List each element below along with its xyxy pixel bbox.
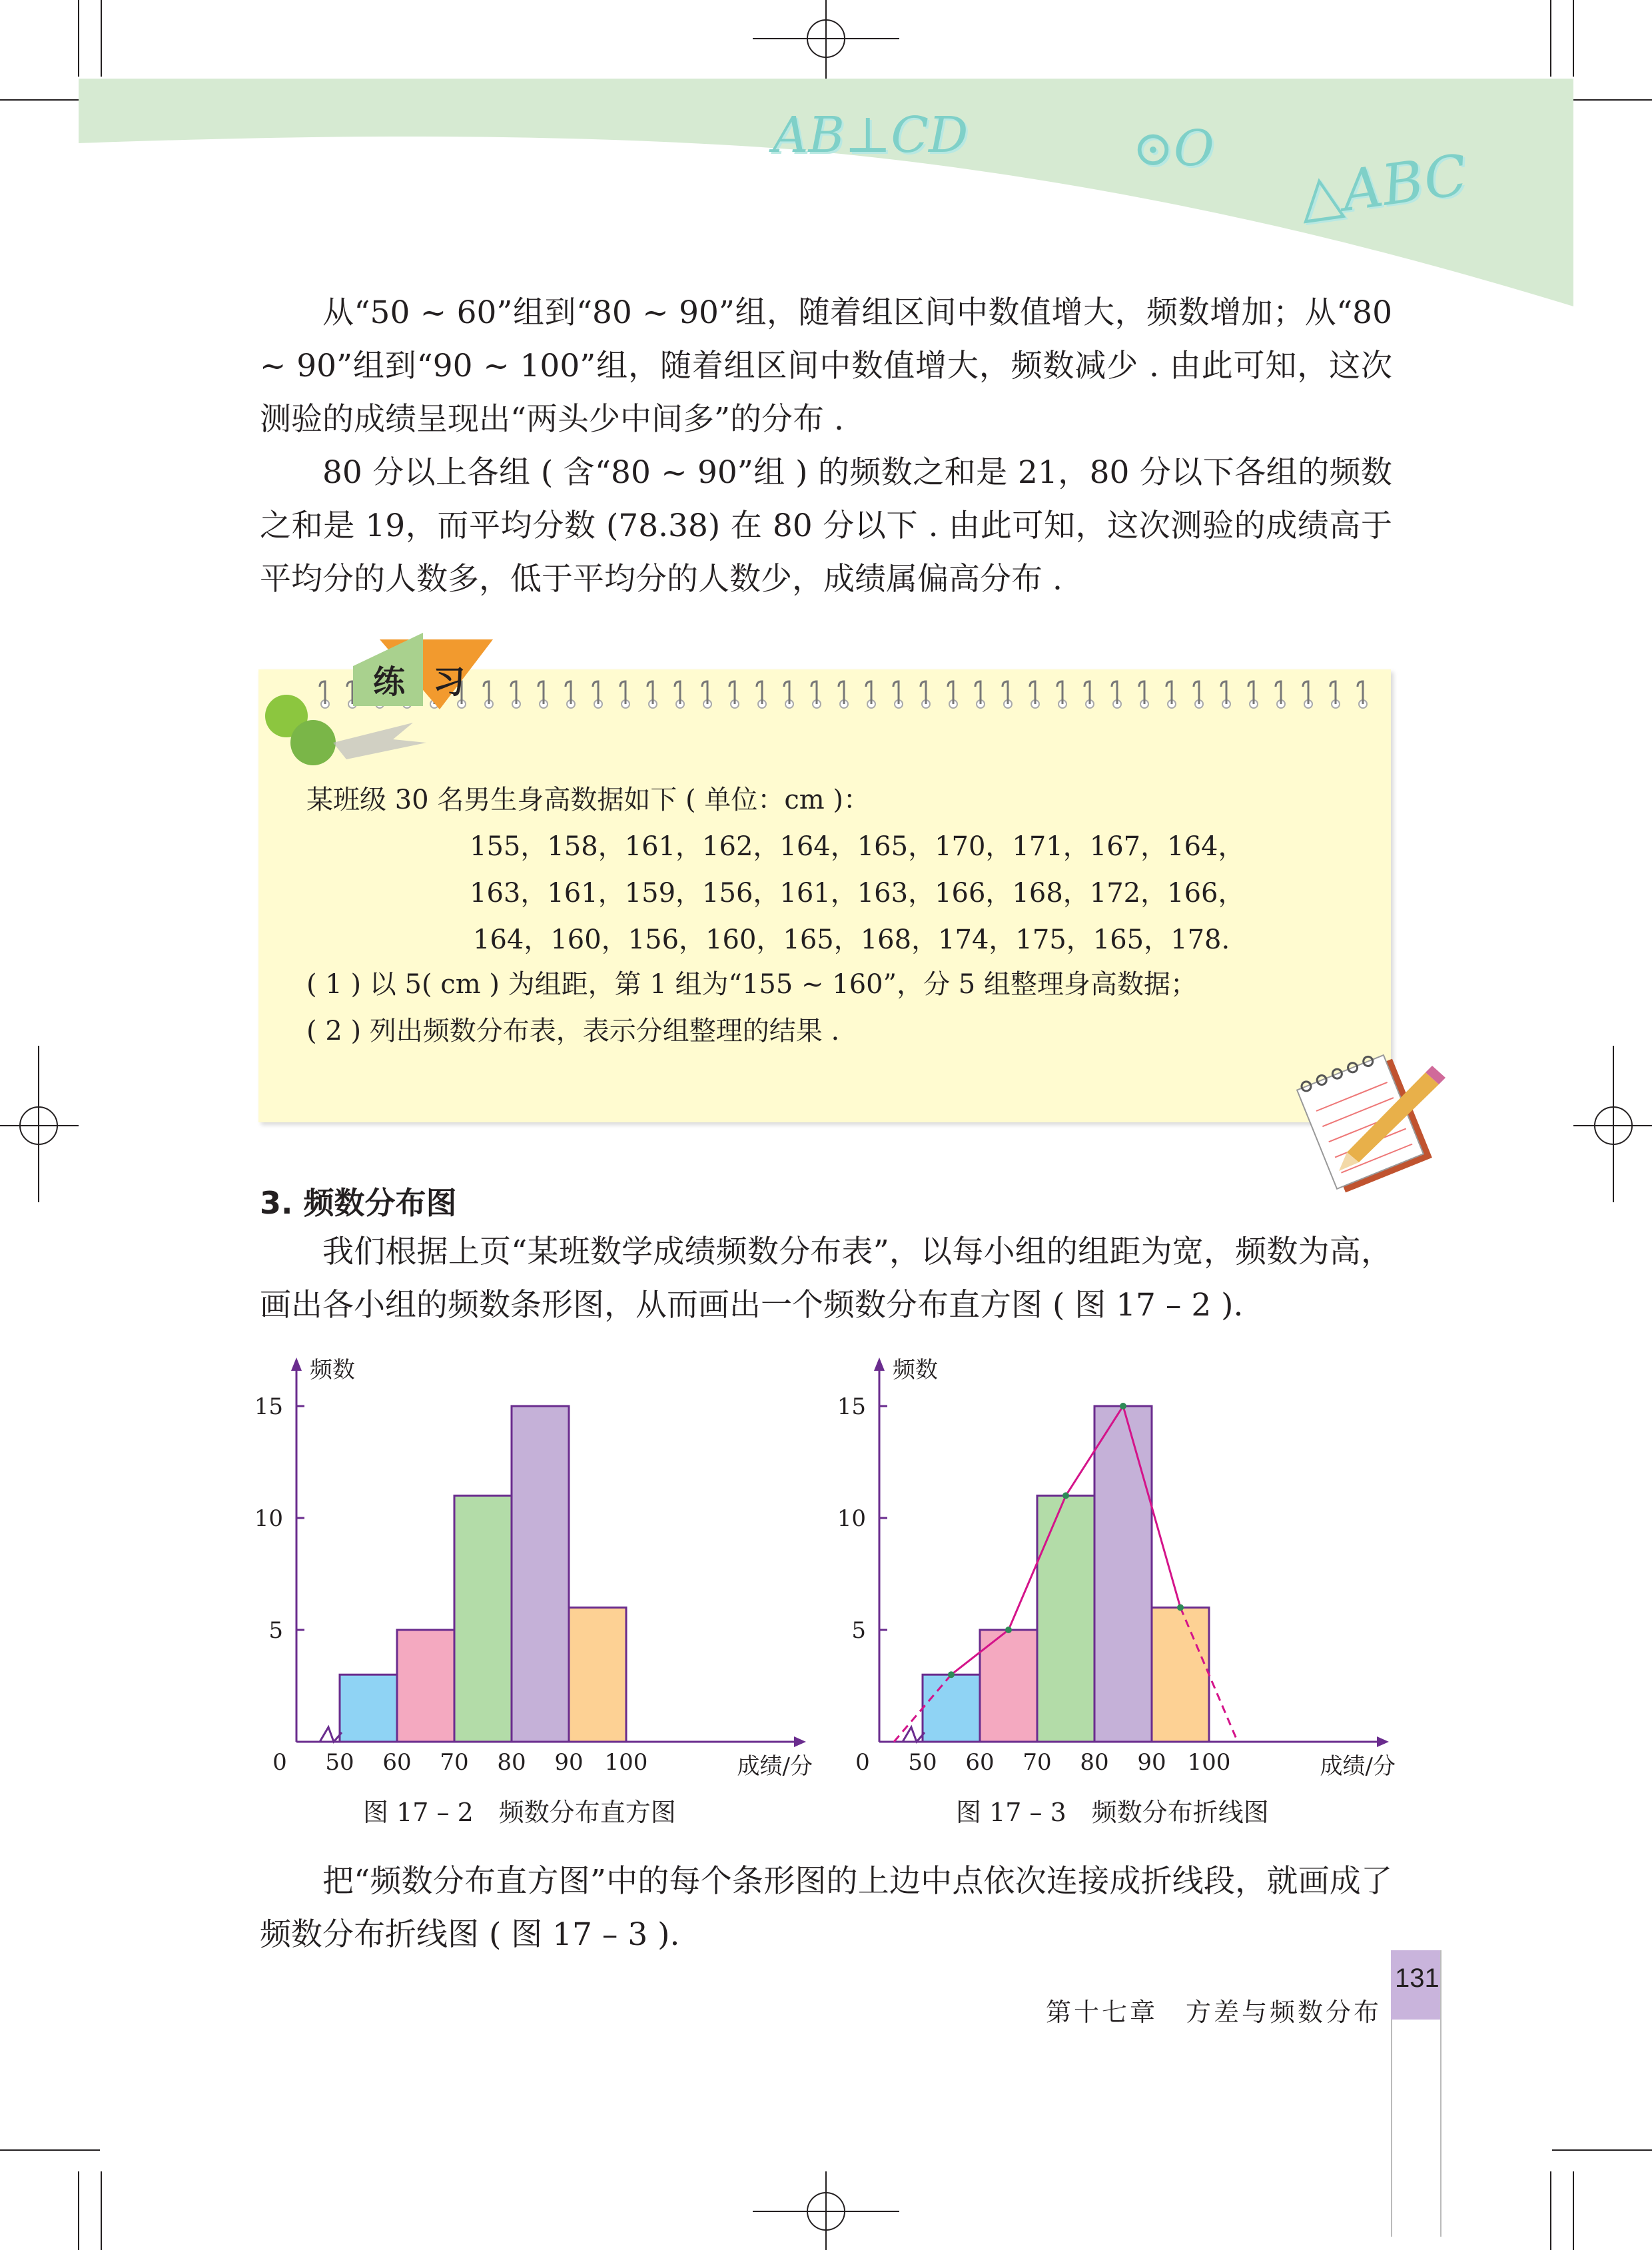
x-tick-label: 80 [497,1749,526,1776]
y-tick-label: 15 [837,1393,866,1420]
y-axis-arrow-icon [291,1357,302,1371]
y-tick-label: 15 [254,1393,283,1420]
midpoint-marker [1177,1604,1184,1611]
axis-break-icon [320,1727,342,1742]
exercise-data-line-3: 164，160，156，160，165，168，174，175，165，178. [473,925,1230,955]
chart-2-caption: 图 17 – 3 频数分布折线图 [956,1798,1269,1827]
histogram-bar [512,1406,569,1742]
chart-1-caption: 图 17 – 2 频数分布直方图 [363,1798,676,1827]
exercise-title-1: 练 [373,663,406,701]
histogram-bar [340,1675,397,1742]
x-tick-label: 90 [554,1749,584,1776]
histogram-bar [454,1495,512,1742]
histogram-chart [253,1339,839,1792]
chapter-footer: 第十七章 方差与频数分布 [1046,1998,1382,2027]
midpoint-marker [948,1671,955,1678]
header-symbol-circle: ⊙O [1132,120,1214,177]
x-tick-label: 90 [1137,1749,1166,1776]
section-heading: 3. 频数分布图 [260,1185,457,1221]
header-symbol-triangle: △ABC [1295,141,1471,230]
exercise-data-line-2: 163，161，159，156，161，163，166，168，172，166， [470,878,1245,909]
x-tick-label: 70 [1023,1749,1052,1776]
x-tick-label: 50 [908,1749,937,1776]
x-tick-label: 50 [325,1749,354,1776]
x-axis-arrow-icon [1377,1736,1389,1747]
midpoint-marker [1062,1492,1069,1499]
top-text-block [260,286,1392,606]
axis-break-icon [903,1727,925,1742]
midpoint-marker [1120,1403,1126,1409]
paragraph-2: 80 分以上各组 ( 含“80 ~ 90”组 ) 的频数之和是 21，80 分以下各组的频数之和是 19，而平均分数 (78.38) 在 80 分以下 . 由此可知，这次测验的成绩高于平均分的人数多，低于平均分的人数少，成绩属偏高分布 . [260,454,1392,597]
y-axis-arrow-icon [874,1357,885,1371]
exercise-badge [260,626,526,779]
y-tick-label: 10 [837,1505,866,1532]
frequency-polygon-chart [836,1339,1422,1792]
x-tick-label: 60 [965,1749,995,1776]
y-tick-label: 10 [254,1505,283,1532]
pin-shadow-icon [333,723,426,759]
exercise-question-2: ( 2 ) 列出频数分布表，表示分组整理的结果 . [306,1016,840,1046]
x-tick-label: 60 [382,1749,412,1776]
histogram-bar [1094,1406,1152,1742]
y-tick-label: 5 [851,1617,866,1644]
x-tick-label: 100 [1187,1749,1231,1776]
x-tick-label: 80 [1080,1749,1109,1776]
closing-paragraph: 把“频数分布直方图”中的每个条形图的上边中点依次连接成折线段，就画成了频数分布折线图 ( 图 17 – 3 ). [260,1863,1392,1953]
x-axis-label: 成绩/分 [1320,1753,1396,1780]
histogram-bar [569,1607,626,1742]
midpoint-marker [1005,1627,1012,1633]
x-axis-arrow-icon [794,1736,806,1747]
section-paragraph: 我们根据上页“某班数学成绩频数分布表”，以每小组的组距为宽，频数为高，画出各小组的频数条形图，从而画出一个频数分布直方图 ( 图 17 – 2 ). [260,1234,1392,1323]
histogram-bar [397,1630,454,1742]
y-axis-label: 频数 [893,1357,938,1383]
x-tick-label: 100 [604,1749,648,1776]
y-axis-label: 频数 [310,1357,355,1383]
page-number: 131 [1395,1964,1440,1993]
closing-text-block [260,1855,1392,1962]
y-tick-label: 5 [268,1617,283,1644]
exercise-question-1: ( 1 ) 以 5( cm ) 为组距，第 1 组为“155 ~ 160”，分 5 组整理身高数据； [306,969,1197,1000]
histogram-bar [923,1675,980,1742]
exercise-data-line-1: 155，158，161，162，164，165，170，171，167，164， [470,831,1245,862]
x-tick-label: 70 [440,1749,469,1776]
paragraph-1: 从“50 ~ 60”组到“80 ~ 90”组，随着组区间中数值增大，频数增加；从“80 ~ 90”组到“90 ~ 100”组，随着组区间中数值增大，频数减少 . 由此可知，这次测验的成绩呈现出“两头少中间多”的分布 . [260,294,1392,438]
section-text-block [260,1226,1392,1332]
origin-label: 0 [272,1749,287,1776]
histogram-bar [1037,1495,1094,1742]
histogram-bar [1152,1607,1209,1742]
notepad-pencil-icon [1286,1046,1452,1206]
exercise-title-2: 习 [433,663,466,701]
exercise-intro: 某班级 30 名男生身高数据如下 ( 单位：cm )： [306,785,871,815]
header-symbol-perpendicular: AB⊥CD [773,107,969,164]
x-axis-label: 成绩/分 [737,1753,813,1780]
origin-label: 0 [855,1749,870,1776]
